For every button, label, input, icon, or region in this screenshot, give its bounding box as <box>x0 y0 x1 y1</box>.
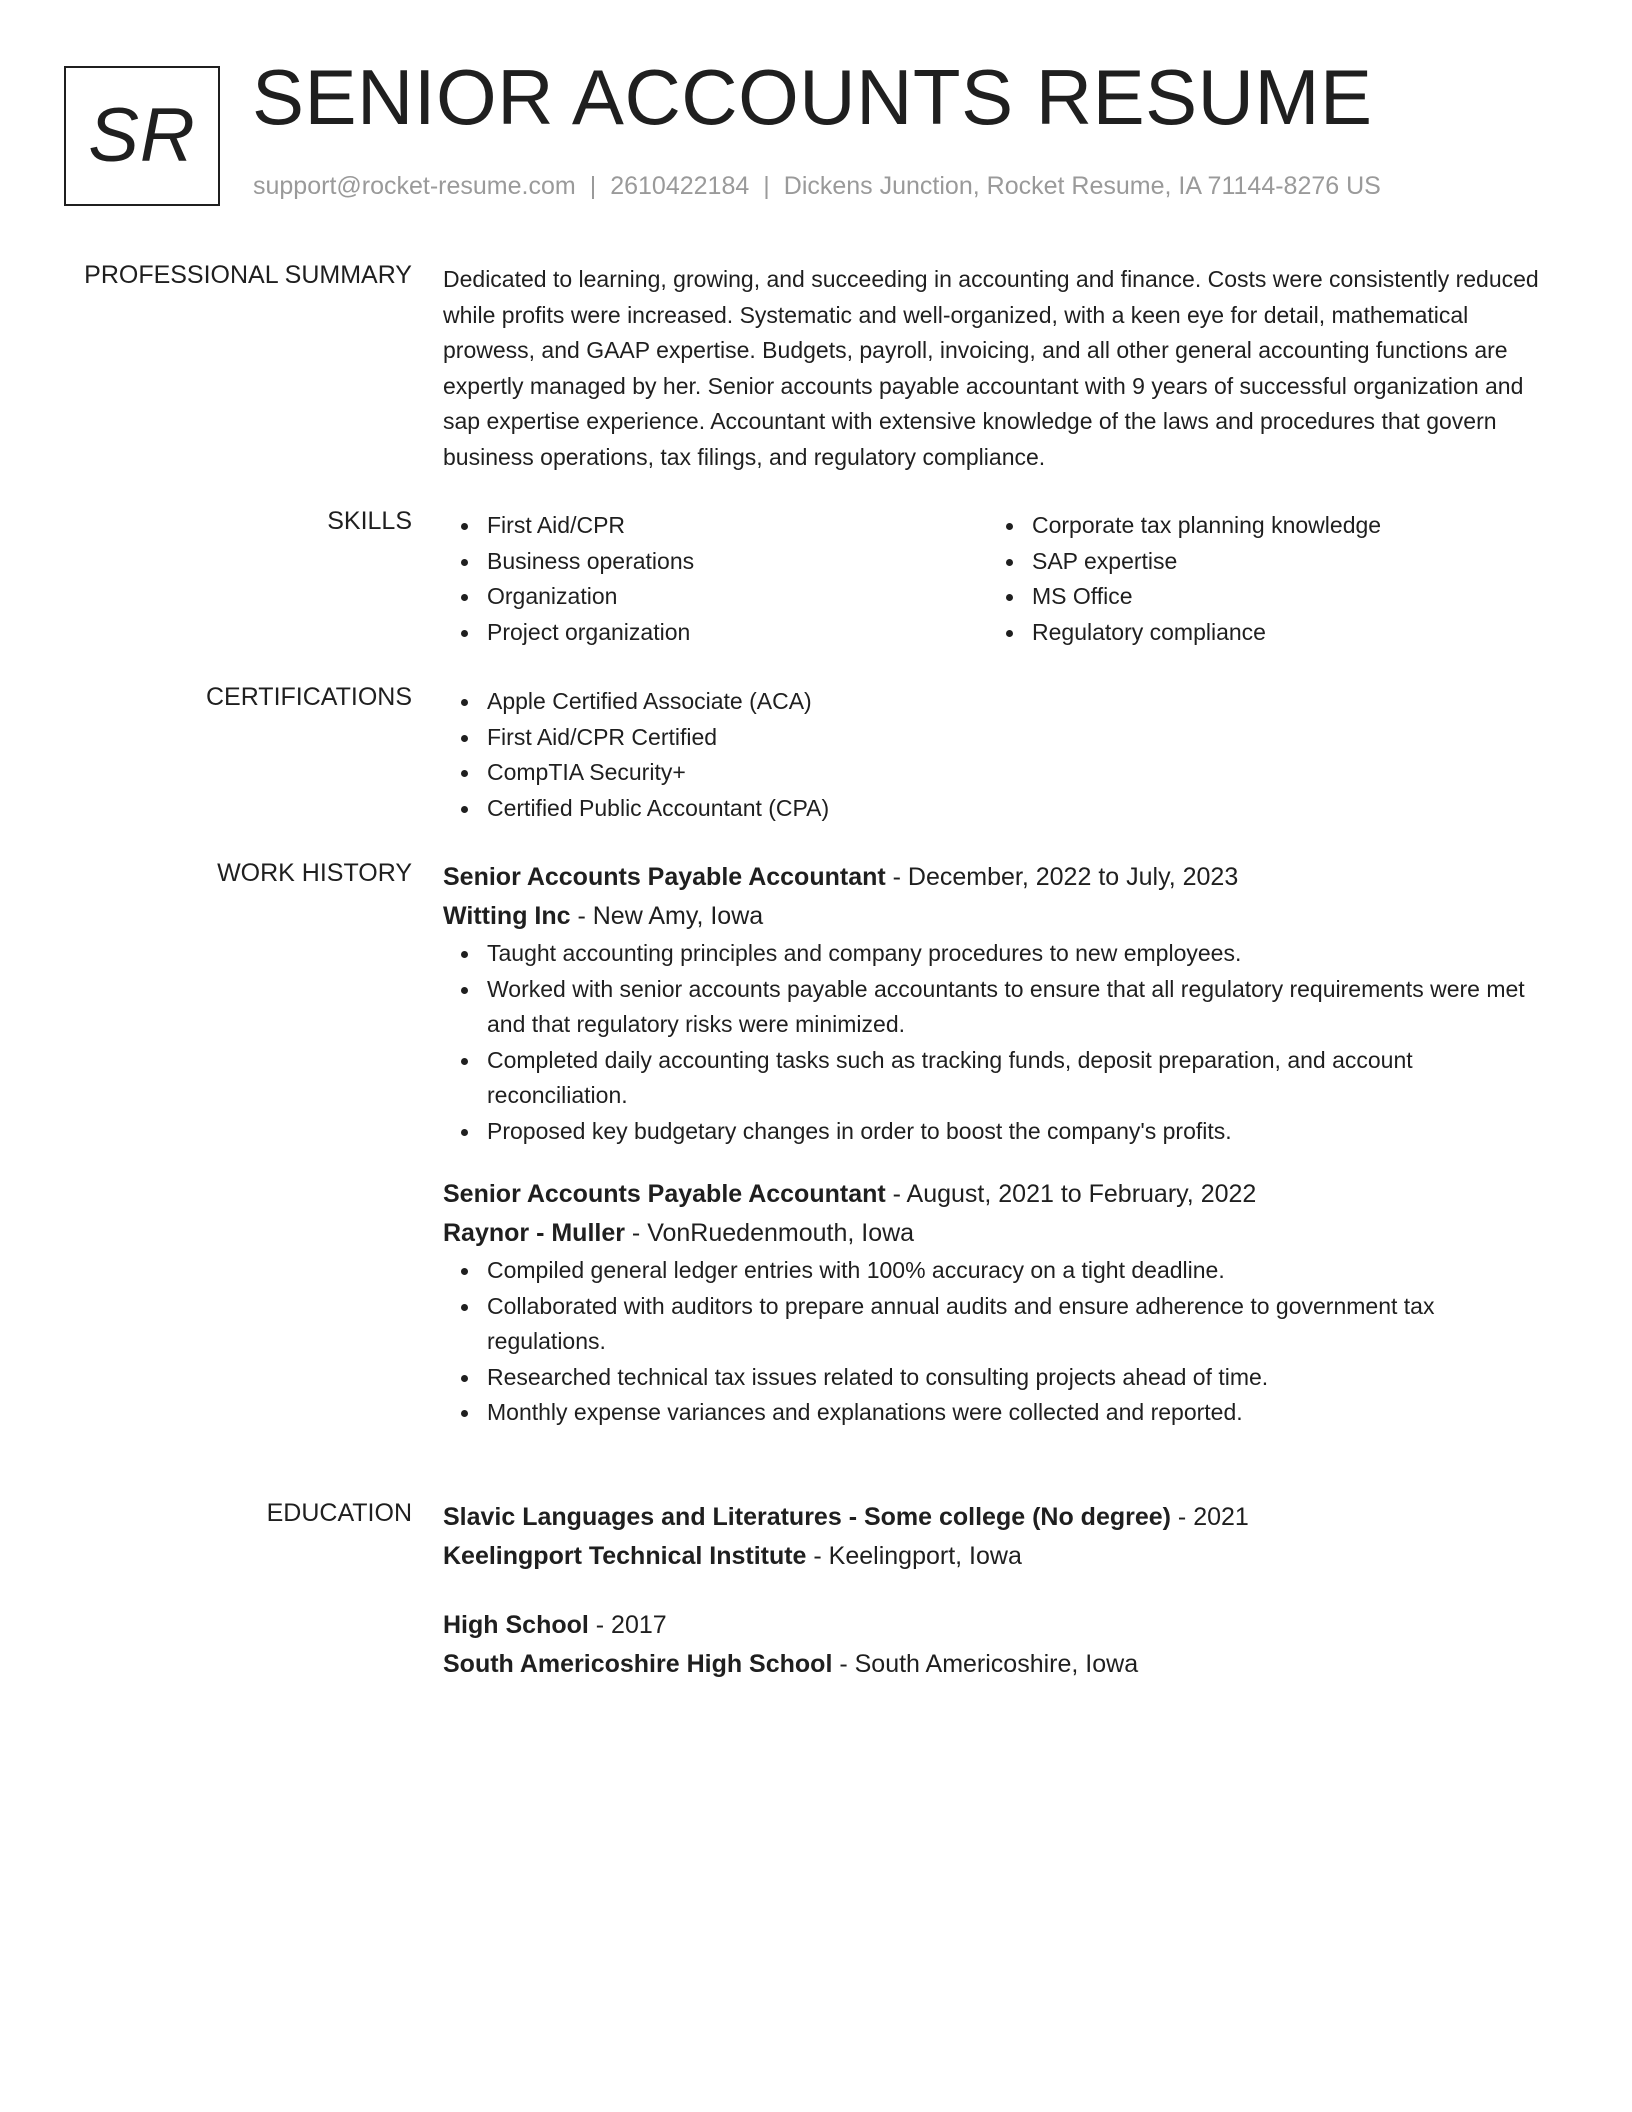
list-item: MS Office <box>1032 579 1533 615</box>
education-body <box>443 1498 1553 1684</box>
contact-phone[interactable]: 2610422184 <box>610 172 750 200</box>
education-school: South Americoshire High School <box>443 1650 833 1678</box>
list-item: First Aid/CPR <box>487 508 988 544</box>
list-item: SAP expertise <box>1032 544 1533 580</box>
section-label-summary: PROFESSIONAL SUMMARY <box>84 261 412 289</box>
job-entry <box>443 858 1553 1149</box>
list-item: First Aid/CPR Certified <box>487 720 1553 756</box>
list-item: Proposed key budgetary changes in order to boost the company's profits. <box>487 1114 1553 1150</box>
list-item: Business operations <box>487 544 988 580</box>
list-item: Project organization <box>487 615 988 651</box>
monogram-box <box>64 66 220 206</box>
section-label-certifications: CERTIFICATIONS <box>205 683 412 711</box>
job-company-line <box>443 897 1553 936</box>
certifications-body <box>443 684 1553 826</box>
contact-address: Dickens Junction, Rocket Resume, IA 71144-8276 US <box>783 172 1381 200</box>
education-location: - South Americoshire, Iowa <box>832 1650 1139 1678</box>
job-title: Senior Accounts Payable Accountant <box>443 1180 886 1208</box>
education-entry <box>443 1606 1553 1684</box>
skills-list-right <box>988 508 1533 650</box>
job-company: Raynor - Muller <box>443 1219 625 1247</box>
list-item: Compiled general ledger entries with 100% accuracy on a tight deadline. <box>487 1253 1553 1289</box>
certifications-list <box>443 684 1553 826</box>
job-title-line <box>443 1175 1553 1214</box>
monogram-initials: SR <box>88 93 196 178</box>
contact-line <box>253 174 1381 199</box>
job-title: Senior Accounts Payable Accountant <box>443 863 886 891</box>
education-degree: Slavic Languages and Literatures - Some college (No degree) <box>443 1503 1171 1531</box>
education-year: - 2021 <box>1170 1503 1249 1531</box>
education-degree-line <box>443 1606 1553 1645</box>
section-label-skills: SKILLS <box>327 507 412 535</box>
job-bullets <box>443 936 1553 1149</box>
list-item: Collaborated with auditors to prepare annual audits and ensure adherence to government tax regulations. <box>487 1289 1553 1360</box>
education-year: - 2017 <box>588 1611 667 1639</box>
list-item: Researched technical tax issues related to consulting projects ahead of time. <box>487 1360 1553 1396</box>
section-label-work: WORK HISTORY <box>217 859 412 887</box>
skills-body <box>443 508 1553 650</box>
education-school-line <box>443 1537 1553 1576</box>
list-item: Taught accounting principles and company procedures to new employees. <box>487 936 1553 972</box>
skills-list-left <box>443 508 988 650</box>
list-item: Organization <box>487 579 988 615</box>
list-item: CompTIA Security+ <box>487 755 1553 791</box>
education-school-line <box>443 1645 1553 1684</box>
job-entry <box>443 1175 1553 1431</box>
list-item: Worked with senior accounts payable accountants to ensure that all regulatory requirements were met and that regulatory risks were minimized. <box>487 972 1553 1043</box>
job-title-line <box>443 858 1553 897</box>
education-location: - Keelingport, Iowa <box>806 1542 1022 1570</box>
job-dates: - August, 2021 to February, 2022 <box>885 1180 1257 1208</box>
job-location: - VonRuedenmouth, Iowa <box>624 1219 915 1247</box>
contact-separator: | <box>763 172 770 200</box>
job-company: Witting Inc <box>443 902 571 930</box>
section-label-education: EDUCATION <box>266 1499 412 1527</box>
list-item: Completed daily accounting tasks such as tracking funds, deposit preparation, and account reconciliation. <box>487 1043 1553 1114</box>
education-degree-line <box>443 1498 1553 1537</box>
job-dates: - December, 2022 to July, 2023 <box>885 863 1239 891</box>
work-body <box>443 858 1553 1431</box>
contact-email[interactable]: support@rocket-resume.com <box>253 172 576 200</box>
list-item: Apple Certified Associate (ACA) <box>487 684 1553 720</box>
education-school: Keelingport Technical Institute <box>443 1542 807 1570</box>
list-item: Regulatory compliance <box>1032 615 1533 651</box>
list-item: Corporate tax planning knowledge <box>1032 508 1533 544</box>
job-bullets <box>443 1253 1553 1431</box>
education-entry <box>443 1498 1553 1576</box>
summary-text: Dedicated to learning, growing, and succeeding in accounting and finance. Costs were consistently reduced while profits were increased. Systematic and well-organized, with a keen eye for detail, mathematical prowess, and GAAP expertise. Budgets, payroll, invoicing, and all other general accounting functions are expertly managed by her. Senior accounts payable accountant with 9 years of successful organization and sap expertise experience. Accountant with extensive knowledge of the laws and procedures that govern business operations, tax filings, and regulatory compliance. <box>443 266 1539 470</box>
education-degree: High School <box>443 1611 589 1639</box>
job-location: - New Amy, Iowa <box>570 902 764 930</box>
job-company-line <box>443 1214 1553 1253</box>
list-item: Certified Public Accountant (CPA) <box>487 791 1553 827</box>
resume-title: SENIOR ACCOUNTS RESUME <box>252 53 1373 141</box>
list-item: Monthly expense variances and explanations were collected and reported. <box>487 1395 1553 1431</box>
contact-separator: | <box>589 172 597 200</box>
